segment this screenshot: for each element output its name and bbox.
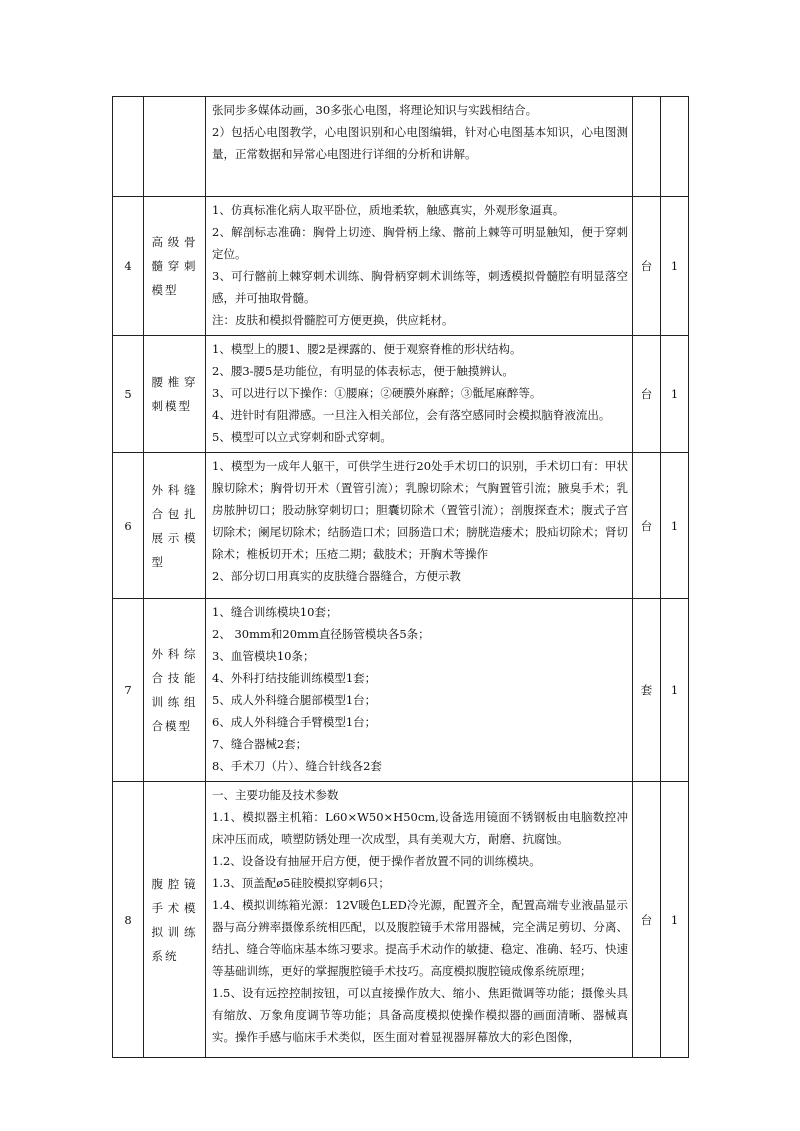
spec-line: 5、成人外科缝合腿部模型1台； [212, 693, 377, 707]
item-unit-cell: 台 [633, 782, 661, 1058]
item-name-cell [144, 336, 206, 453]
spec-line: 2、解剖标志准确：胸骨上切迹、胸骨柄上缘、髂前上棘等可明显触知，便于穿刺定位。 [212, 225, 628, 261]
item-spec-cell [206, 782, 633, 1058]
spec-line: 2、腰3-腰5是功能位，有明显的体表标志，便于触摸辨认。 [212, 364, 514, 378]
spec-line: 张同步多媒体动画，30多张心电图，将理论知识与实践相结合。 [212, 103, 538, 117]
item-number-cell: 5 [113, 336, 144, 453]
spec-line: 6、成人外科缝合手臂模型1台； [212, 715, 377, 729]
table-row [113, 453, 689, 599]
item-spec-cell [206, 97, 633, 197]
item-qty-cell: 1 [661, 197, 689, 336]
item-name: 腰椎穿刺模型 [151, 375, 198, 413]
item-qty-cell: 1 [661, 336, 689, 453]
item-qty-cell: 1 [661, 453, 689, 599]
table-row [113, 336, 689, 453]
item-name-cell [144, 782, 206, 1058]
item-name: 腹腔镜手术模拟训练系统 [151, 876, 198, 963]
item-spec-cell [206, 197, 633, 336]
item-name-cell [144, 599, 206, 782]
spec-line: 1.5、设有远控控制按钮，可以直接操作放大、缩小、焦距微调等功能；摄像头具有缩放、万象角度调节等功能；具备高度模拟使操作模拟器的画面清晰、器械真实。操作手感与临床手术类似，医生面对着显视器屏幕放大的彩色图像， [212, 986, 628, 1044]
spec-line: 1.4、模拟训练箱光源：12V暖色LED冷光源，配置齐全，配置高端专业液晶显示器与高分辨率摄像系统相匹配，以及腹腔镜手术常用器械，完全满足剪切、分离、结扎、缝合等临床基本练习要求。提高手术动作的敏捷、稳定、准确、轻巧、快速等基础训练，更好的掌握腹腔镜手术技巧。高度模拟腹腔镜成像系统原理； [212, 898, 628, 978]
item-number-cell: 7 [113, 599, 144, 782]
spec-line: 2）包括心电图教学，心电图识别和心电图编辑，针对心电图基本知识，心电图测量，正常数据和异常心电图进行详细的分析和讲解。 [212, 125, 628, 161]
spec-line: 4、外科打结技能训练模型1套； [212, 671, 377, 685]
item-name: 高级骨髓穿刺模型 [151, 235, 198, 297]
equipment-spec-table [112, 96, 689, 1058]
spec-line: 一、主要功能及技术参数 [212, 788, 339, 802]
item-qty-cell: 1 [661, 782, 689, 1058]
item-name-cell [144, 453, 206, 599]
spec-line: 注：皮肤和模拟骨髓腔可方便更换，供应耗材。 [212, 313, 454, 327]
table-row [113, 599, 689, 782]
spec-line: 8、手术刀（片）、缝合针线各2套 [212, 759, 382, 773]
item-spec-cell [206, 599, 633, 782]
item-number-cell [113, 97, 144, 197]
item-unit-cell: 套 [633, 599, 661, 782]
item-spec-cell [206, 453, 633, 599]
item-number-cell: 8 [113, 782, 144, 1058]
item-name: 外科综合技能训练组合模型 [151, 647, 198, 733]
item-qty-cell: 1 [661, 599, 689, 782]
spec-line: 1、模型上的腰1、腰2是裸露的、便于观察脊椎的形状结构。 [212, 342, 522, 356]
item-name-cell [144, 97, 206, 197]
item-name: 外科缝合包扎展示模型 [151, 482, 198, 569]
spec-line: 1.1、模拟器主机箱：L60×W50×H50cm,设备选用镜面不锈钢板由电脑数控冲床冲压而成，喷塑防锈处理一次成型，具有美观大方，耐磨、抗腐蚀。 [212, 810, 628, 846]
spec-line: 3、可行髂前上棘穿刺术训练、胸骨柄穿刺术训练等，刺透模拟骨髓腔有明显落空感，并可抽取骨髓。 [212, 269, 628, 305]
item-unit-cell [633, 97, 661, 197]
spec-line: 3、可以进行以下操作：①腰麻；②硬膜外麻醉；③骶尾麻醉等。 [212, 386, 542, 400]
table-row [113, 782, 689, 1058]
table-row [113, 197, 689, 336]
spec-line: 2、 30mm和20mm直径肠管模块各5条； [212, 627, 430, 641]
spec-line: 4、进针时有阻滞感。一旦注入相关部位，会有落空感同时会模拟脑脊液流出。 [212, 408, 611, 422]
spec-line: 2、部分切口用真实的皮肤缝合器缝合，方便示教 [212, 569, 461, 583]
spec-line: 1、仿真标准化病人取平卧位，质地柔软，触感真实，外观形象逼真。 [212, 203, 565, 217]
spec-line: 5、模型可以立式穿刺和卧式穿刺。 [212, 430, 392, 444]
table-row [113, 97, 689, 197]
item-unit-cell: 台 [633, 336, 661, 453]
table-body [113, 97, 689, 1058]
spec-line: 1、模型为一成年人躯干，可供学生进行20处手术切口的识别，手术切口有：甲状腺切除术；胸骨切开术（置管引流）；乳腺切除术；气胸置管引流；腋臭手术；乳房脓肿切口；股动脉穿刺切口；胆囊切除术（置管引流）；剖腹探查术；腹式子宫切除术；阑尾切除术；结肠造口术；回肠造口术；膀胱造瘘术；股疝切除术；肾切除术；椎板切开术；压疮二期；截肢术；开胸术等操作 [212, 459, 628, 561]
item-name-cell [144, 197, 206, 336]
spec-line: 3、血管模块10条； [212, 649, 315, 663]
item-unit-cell: 台 [633, 197, 661, 336]
item-number-cell: 4 [113, 197, 144, 336]
spec-line: 1.2、设备设有抽屉开启方便，便于操作者放置不同的训练模块。 [212, 854, 541, 868]
spec-line: 1.3、顶盖配ø5硅胶模拟穿刺6只； [212, 876, 390, 890]
item-unit-cell: 台 [633, 453, 661, 599]
spec-line: 1、缝合训练模块10套； [212, 605, 338, 619]
item-spec-cell [206, 336, 633, 453]
item-qty-cell [661, 97, 689, 197]
spec-line: 7、缝合器械2套； [212, 737, 308, 751]
item-number-cell: 6 [113, 453, 144, 599]
